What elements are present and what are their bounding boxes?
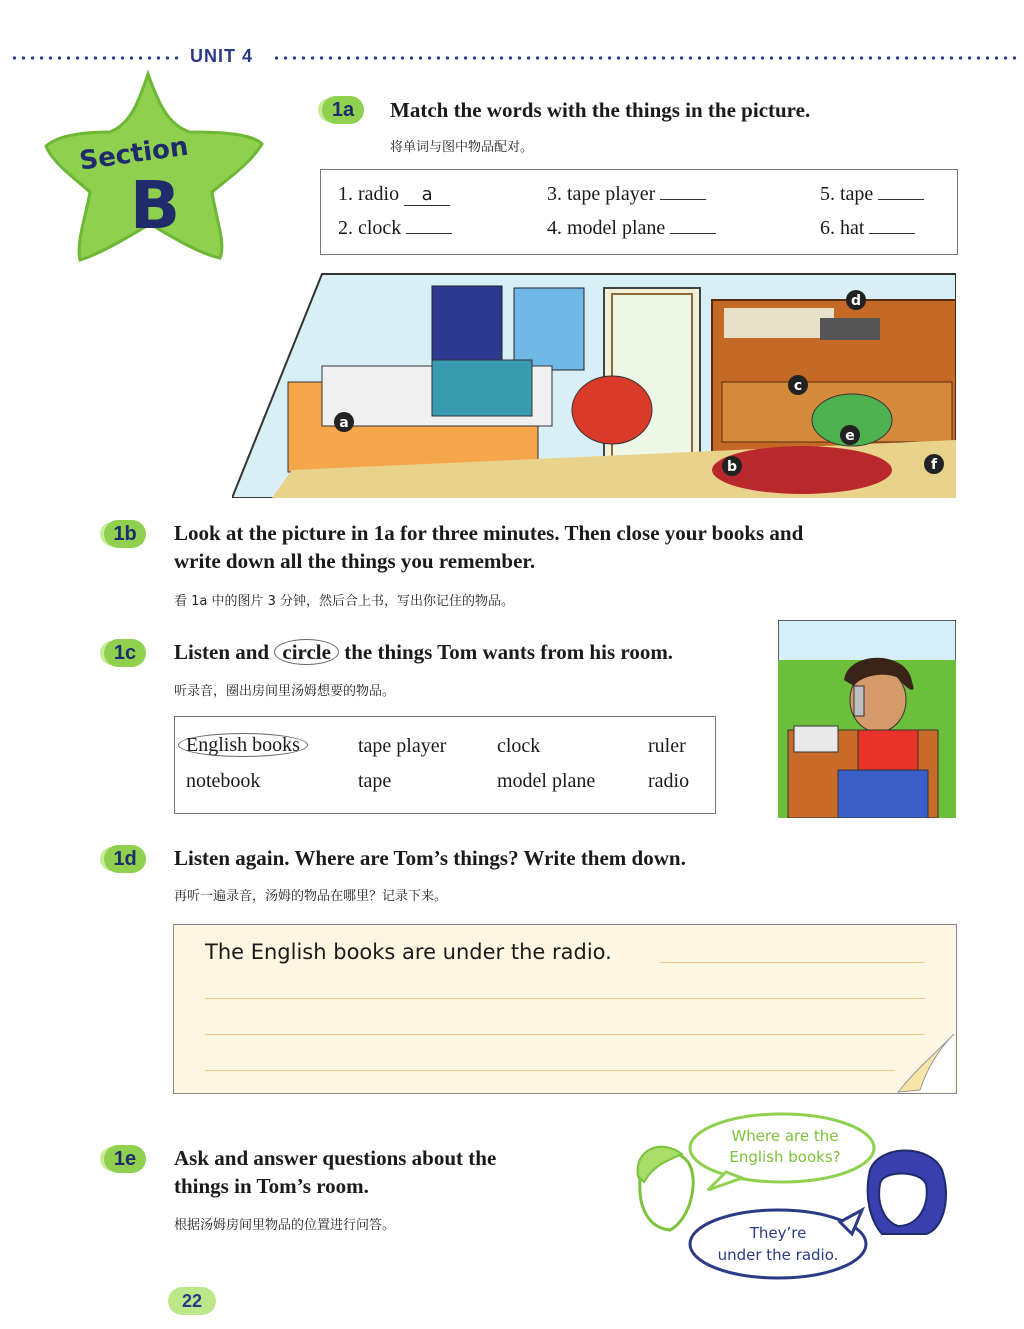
bubble-question-line1: Where are the — [731, 1127, 839, 1145]
ex1e-title-line1: Ask and answer questions about the — [174, 1146, 497, 1170]
ex1d-title: Listen again. Where are Tom’s things? Write them down. — [174, 846, 686, 870]
picture-label: a — [339, 415, 349, 431]
page-curl-icon — [896, 1032, 956, 1094]
ex1a-item: 4. model plane — [547, 217, 716, 240]
ex1c-word-box — [174, 716, 716, 814]
ex1e-cn: 根据汤姆房间里物品的位置进行问答。 — [174, 1218, 396, 1233]
picture-label: f — [930, 457, 938, 473]
writing-line — [660, 962, 925, 963]
room-illustration — [232, 270, 956, 498]
answer-bubble — [690, 1210, 866, 1278]
ex1c-word[interactable]: radio — [648, 770, 690, 792]
section-letter: B — [129, 167, 181, 244]
answer-field[interactable] — [670, 233, 716, 234]
ex1c-word[interactable]: clock — [497, 735, 541, 757]
answer-field[interactable] — [660, 199, 706, 200]
writing-line — [205, 1070, 895, 1071]
ex1d-example-answer: The English books are under the radio. — [205, 940, 612, 964]
ex1c-word[interactable]: model plane — [497, 770, 596, 792]
page-number: 22 — [168, 1287, 216, 1315]
ex1a-item: 2. clock — [338, 217, 452, 240]
ex1c-word[interactable]: tape — [358, 770, 392, 792]
answer-field[interactable] — [869, 233, 915, 234]
ex1d-cn: 再听一遍录音，汤姆的物品在哪里？记录下来。 — [174, 889, 448, 904]
ex1a-cn: 将单词与图中物品配对。 — [390, 140, 534, 155]
circle-word: circle — [274, 639, 339, 665]
ex1c-title: Listen and circle the things Tom wants from his room. — [174, 640, 674, 664]
girl-character-icon — [868, 1151, 946, 1235]
ex1a-item: 3. tape player — [547, 183, 706, 206]
section-word: Section — [77, 131, 191, 177]
ex1c-word[interactable]: ruler — [648, 735, 686, 757]
dialogue-illustration — [630, 1110, 960, 1290]
ex1a-item: 6. hat — [820, 217, 915, 240]
ex1b-title-line1: Look at the picture in 1a for three minutes. Then close your books and — [174, 521, 804, 545]
answer-field[interactable] — [878, 199, 924, 200]
picture-label: d — [850, 293, 862, 309]
bubble-answer-line2: under the radio. — [717, 1246, 839, 1264]
ex1c-word[interactable]: tape player — [358, 735, 447, 757]
badge-1e: 1e — [104, 1145, 146, 1173]
badge-1b: 1b — [104, 520, 146, 548]
ex1c-word[interactable]: English books — [178, 734, 308, 757]
ex1a-item: 1. radio a — [338, 183, 450, 206]
unit-label: UNIT 4 — [190, 46, 254, 66]
header-dots-right — [272, 56, 1017, 60]
answer-field[interactable]: a — [404, 184, 450, 206]
ex1a-item: 5. tape — [820, 183, 924, 206]
ex1b-title-line2: write down all the things you remember. — [174, 549, 536, 573]
picture-label: b — [726, 459, 738, 475]
ex1c-cn: 听录音，圈出房间里汤姆想要的物品。 — [174, 684, 396, 699]
bubble-answer-line1: They’re — [749, 1224, 807, 1242]
ex1a-title: Match the words with the things in the picture. — [390, 98, 811, 122]
badge-1d: 1d — [104, 845, 146, 873]
header-dots-left — [10, 56, 182, 60]
ex1a-word-box — [320, 169, 958, 255]
ex1b-cn: 看 1a 中的图片 3 分钟，然后合上书，写出你记住的物品。 — [174, 594, 515, 609]
phone-call-illustration — [778, 620, 956, 818]
writing-line — [205, 998, 925, 999]
ex1c-word[interactable]: notebook — [186, 770, 261, 792]
ex1e-title-line2: things in Tom’s room. — [174, 1174, 369, 1198]
bubble-question-line2: English books? — [729, 1148, 841, 1166]
picture-label: c — [793, 378, 803, 394]
badge-1c: 1c — [104, 639, 146, 667]
writing-line — [205, 1034, 925, 1035]
answer-field[interactable] — [406, 233, 452, 234]
boy-character-icon — [638, 1147, 694, 1230]
section-star-icon — [40, 68, 270, 268]
picture-label: e — [845, 428, 855, 444]
badge-1a: 1a — [322, 96, 364, 124]
